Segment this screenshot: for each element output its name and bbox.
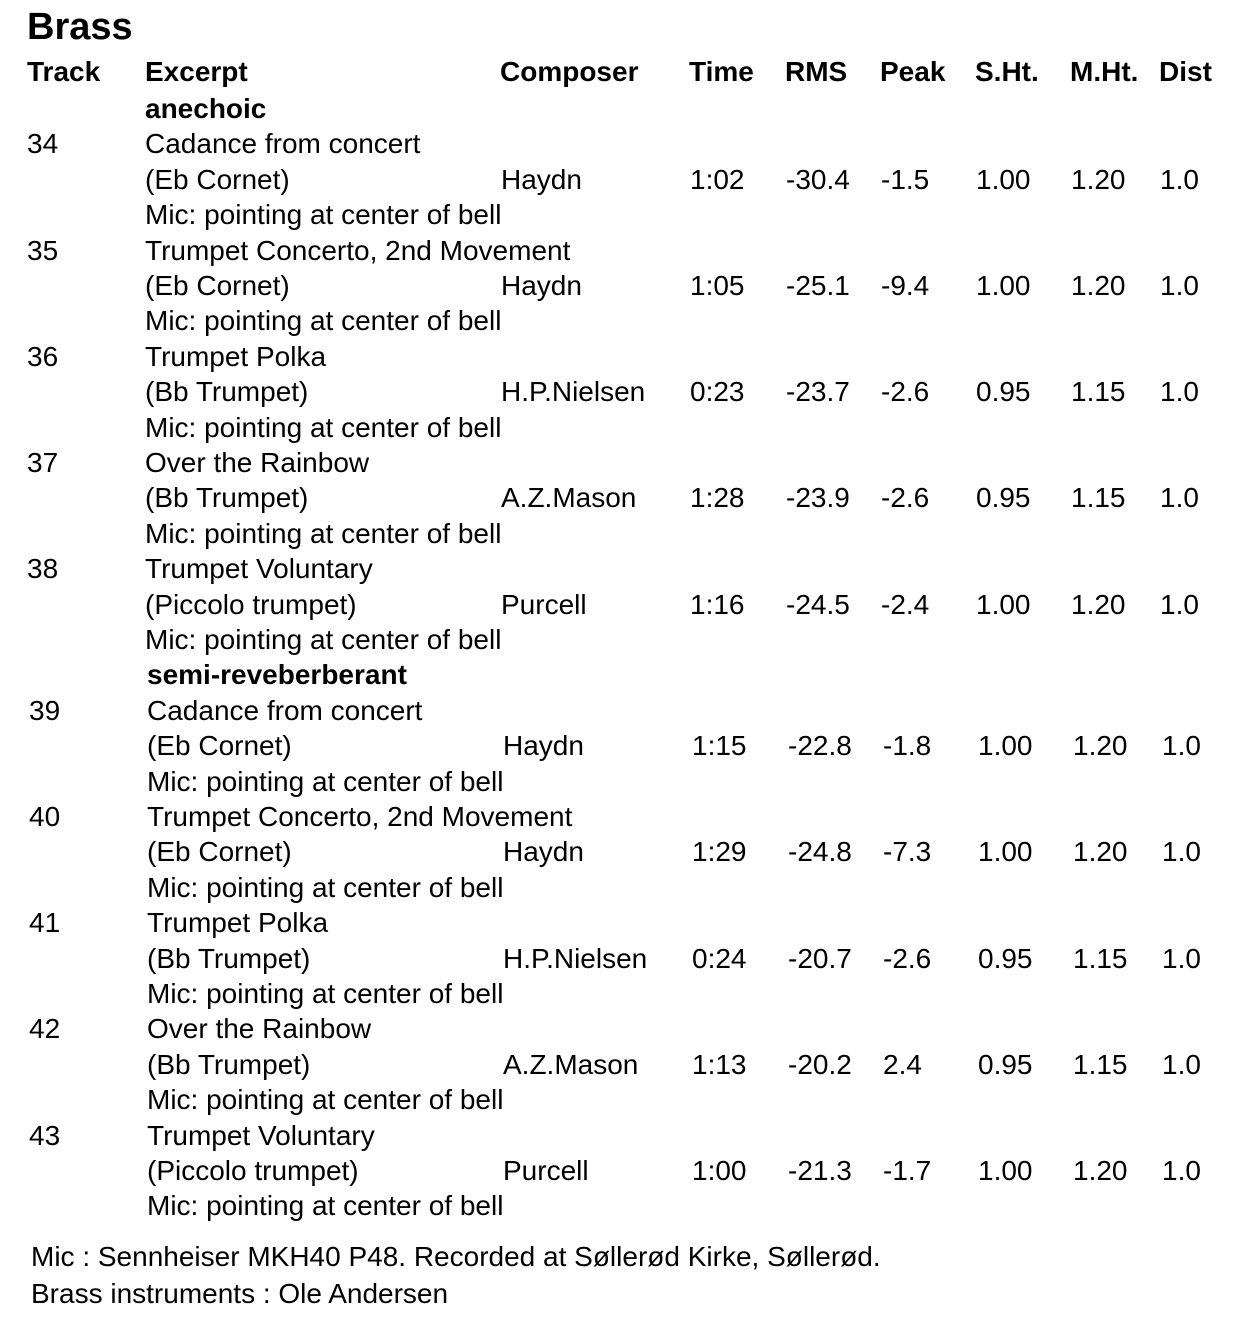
- cell-rms: -22.8: [788, 730, 852, 761]
- cell-sht: 1.00: [976, 589, 1031, 620]
- cell-peak: -2.6: [881, 376, 930, 407]
- header-mht: M.Ht.: [1070, 56, 1139, 87]
- cell-sht: 1.00: [978, 730, 1033, 761]
- cell-composer: Haydn: [503, 836, 584, 867]
- excerpt-instrument: (Eb Cornet): [147, 730, 292, 761]
- cell-rms: -20.2: [788, 1049, 852, 1080]
- cell-dist: 1.0: [1160, 164, 1199, 195]
- cell-composer: Haydn: [503, 730, 584, 761]
- cell-mht: 1.20: [1073, 1155, 1128, 1186]
- mic-note: Mic: pointing at center of bell: [147, 766, 504, 797]
- track-number: 35: [27, 235, 59, 266]
- cell-mht: 1.15: [1071, 482, 1126, 513]
- excerpt-instrument: (Piccolo trumpet): [147, 1155, 359, 1186]
- cell-peak: -1.7: [883, 1155, 932, 1186]
- track-number: 38: [27, 553, 59, 584]
- cell-composer: Haydn: [501, 164, 582, 195]
- cell-sht: 0.95: [978, 1049, 1033, 1080]
- cell-sht: 1.00: [976, 164, 1031, 195]
- cell-peak: 2.4: [883, 1049, 922, 1080]
- excerpt-title: Cadance from concert: [147, 695, 423, 726]
- excerpt-instrument: (Bb Trumpet): [147, 943, 311, 974]
- cell-mht: 1.15: [1073, 1049, 1128, 1080]
- cell-mht: 1.20: [1071, 270, 1126, 301]
- cell-sht: 0.95: [976, 376, 1031, 407]
- excerpt-title: Over the Rainbow: [147, 1013, 372, 1044]
- excerpt-instrument: (Eb Cornet): [145, 164, 290, 195]
- cell-dist: 1.0: [1162, 730, 1201, 761]
- mic-note: Mic: pointing at center of bell: [147, 1190, 504, 1221]
- excerpt-title: Trumpet Concerto, 2nd Movement: [145, 235, 571, 266]
- cell-rms: -25.1: [786, 270, 850, 301]
- header-time: Time: [689, 56, 754, 87]
- excerpt-title: Trumpet Polka: [145, 341, 327, 372]
- track-number: 39: [29, 695, 61, 726]
- cell-time: 1:13: [692, 1049, 747, 1080]
- header-composer: Composer: [500, 56, 639, 87]
- cell-peak: -2.6: [883, 943, 932, 974]
- cell-dist: 1.0: [1162, 1155, 1201, 1186]
- excerpt-title: Trumpet Concerto, 2nd Movement: [147, 801, 573, 832]
- excerpt-instrument: (Bb Trumpet): [145, 376, 309, 407]
- cell-mht: 1.15: [1071, 376, 1126, 407]
- cell-dist: 1.0: [1160, 376, 1199, 407]
- cell-peak: -2.6: [881, 482, 930, 513]
- track-number: 43: [29, 1120, 61, 1151]
- header-dist: Dist: [1159, 56, 1212, 87]
- header-peak: Peak: [880, 56, 946, 87]
- cell-mht: 1.20: [1071, 589, 1126, 620]
- cell-dist: 1.0: [1160, 482, 1199, 513]
- cell-composer: H.P.Nielsen: [501, 376, 646, 407]
- cell-time: 1:29: [692, 836, 747, 867]
- cell-dist: 1.0: [1160, 589, 1199, 620]
- track-number: 40: [29, 801, 61, 832]
- mic-note: Mic: pointing at center of bell: [145, 199, 502, 230]
- cell-dist: 1.0: [1162, 836, 1201, 867]
- cell-peak: -2.4: [881, 589, 930, 620]
- footer-credits: Brass instruments : Ole Andersen: [31, 1278, 449, 1309]
- footer-mic-note: Mic : Sennheiser MKH40 P48. Recorded at Søllerød Kirke, Søllerød.: [31, 1241, 881, 1272]
- header-excerpt: Excerpt: [145, 56, 248, 87]
- cell-time: 0:24: [692, 943, 747, 974]
- mic-note: Mic: pointing at center of bell: [145, 624, 502, 655]
- cell-time: 1:28: [690, 482, 745, 513]
- cell-composer: H.P.Nielsen: [503, 943, 648, 974]
- cell-sht: 0.95: [976, 482, 1031, 513]
- cell-sht: 0.95: [978, 943, 1033, 974]
- excerpt-title: Over the Rainbow: [145, 447, 370, 478]
- cell-peak: -1.5: [881, 164, 930, 195]
- excerpt-title: Trumpet Polka: [147, 907, 329, 938]
- section-heading: semi-reveberberant: [147, 659, 407, 690]
- cell-dist: 1.0: [1162, 1049, 1201, 1080]
- header-track: Track: [27, 56, 101, 87]
- cell-rms: -20.7: [788, 943, 852, 974]
- excerpt-instrument: (Bb Trumpet): [145, 482, 309, 513]
- cell-mht: 1.20: [1073, 836, 1128, 867]
- page-title: Brass: [27, 6, 133, 48]
- cell-sht: 1.00: [976, 270, 1031, 301]
- cell-composer: Purcell: [501, 589, 587, 620]
- cell-rms: -21.3: [788, 1155, 852, 1186]
- excerpt-instrument: (Eb Cornet): [147, 836, 292, 867]
- cell-time: 1:02: [690, 164, 745, 195]
- cell-time: 1:00: [692, 1155, 747, 1186]
- cell-composer: A.Z.Mason: [503, 1049, 639, 1080]
- track-number: 37: [27, 447, 59, 478]
- cell-mht: 1.20: [1073, 730, 1128, 761]
- cell-mht: 1.20: [1071, 164, 1126, 195]
- cell-rms: -23.9: [786, 482, 850, 513]
- header-sht: S.Ht.: [975, 56, 1039, 87]
- cell-time: 1:05: [690, 270, 745, 301]
- cell-mht: 1.15: [1073, 943, 1128, 974]
- cell-peak: -1.8: [883, 730, 932, 761]
- track-number: 42: [29, 1013, 61, 1044]
- cell-rms: -23.7: [786, 376, 850, 407]
- mic-note: Mic: pointing at center of bell: [145, 518, 502, 549]
- excerpt-instrument: (Bb Trumpet): [147, 1049, 311, 1080]
- cell-rms: -24.8: [788, 836, 852, 867]
- cell-composer: Purcell: [503, 1155, 589, 1186]
- mic-note: Mic: pointing at center of bell: [145, 412, 502, 443]
- mic-note: Mic: pointing at center of bell: [147, 978, 504, 1009]
- track-number: 41: [29, 907, 61, 938]
- cell-peak: -7.3: [883, 836, 932, 867]
- excerpt-instrument: (Eb Cornet): [145, 270, 290, 301]
- mic-note: Mic: pointing at center of bell: [147, 1084, 504, 1115]
- excerpt-title: Trumpet Voluntary: [145, 553, 373, 584]
- cell-composer: A.Z.Mason: [501, 482, 637, 513]
- cell-time: 0:23: [690, 376, 745, 407]
- cell-rms: -30.4: [786, 164, 850, 195]
- cell-peak: -9.4: [881, 270, 930, 301]
- excerpt-title: Cadance from concert: [145, 128, 421, 159]
- header-rms: RMS: [785, 56, 848, 87]
- track-number: 34: [27, 128, 59, 159]
- cell-sht: 1.00: [978, 1155, 1033, 1186]
- cell-composer: Haydn: [501, 270, 582, 301]
- cell-sht: 1.00: [978, 836, 1033, 867]
- cell-dist: 1.0: [1162, 943, 1201, 974]
- cell-rms: -24.5: [786, 589, 850, 620]
- section-heading: anechoic: [145, 93, 267, 124]
- excerpt-title: Trumpet Voluntary: [147, 1120, 375, 1151]
- cell-time: 1:15: [692, 730, 747, 761]
- mic-note: Mic: pointing at center of bell: [145, 305, 502, 336]
- excerpt-instrument: (Piccolo trumpet): [145, 589, 357, 620]
- cell-dist: 1.0: [1160, 270, 1199, 301]
- mic-note: Mic: pointing at center of bell: [147, 872, 504, 903]
- track-number: 36: [27, 341, 59, 372]
- cell-time: 1:16: [690, 589, 745, 620]
